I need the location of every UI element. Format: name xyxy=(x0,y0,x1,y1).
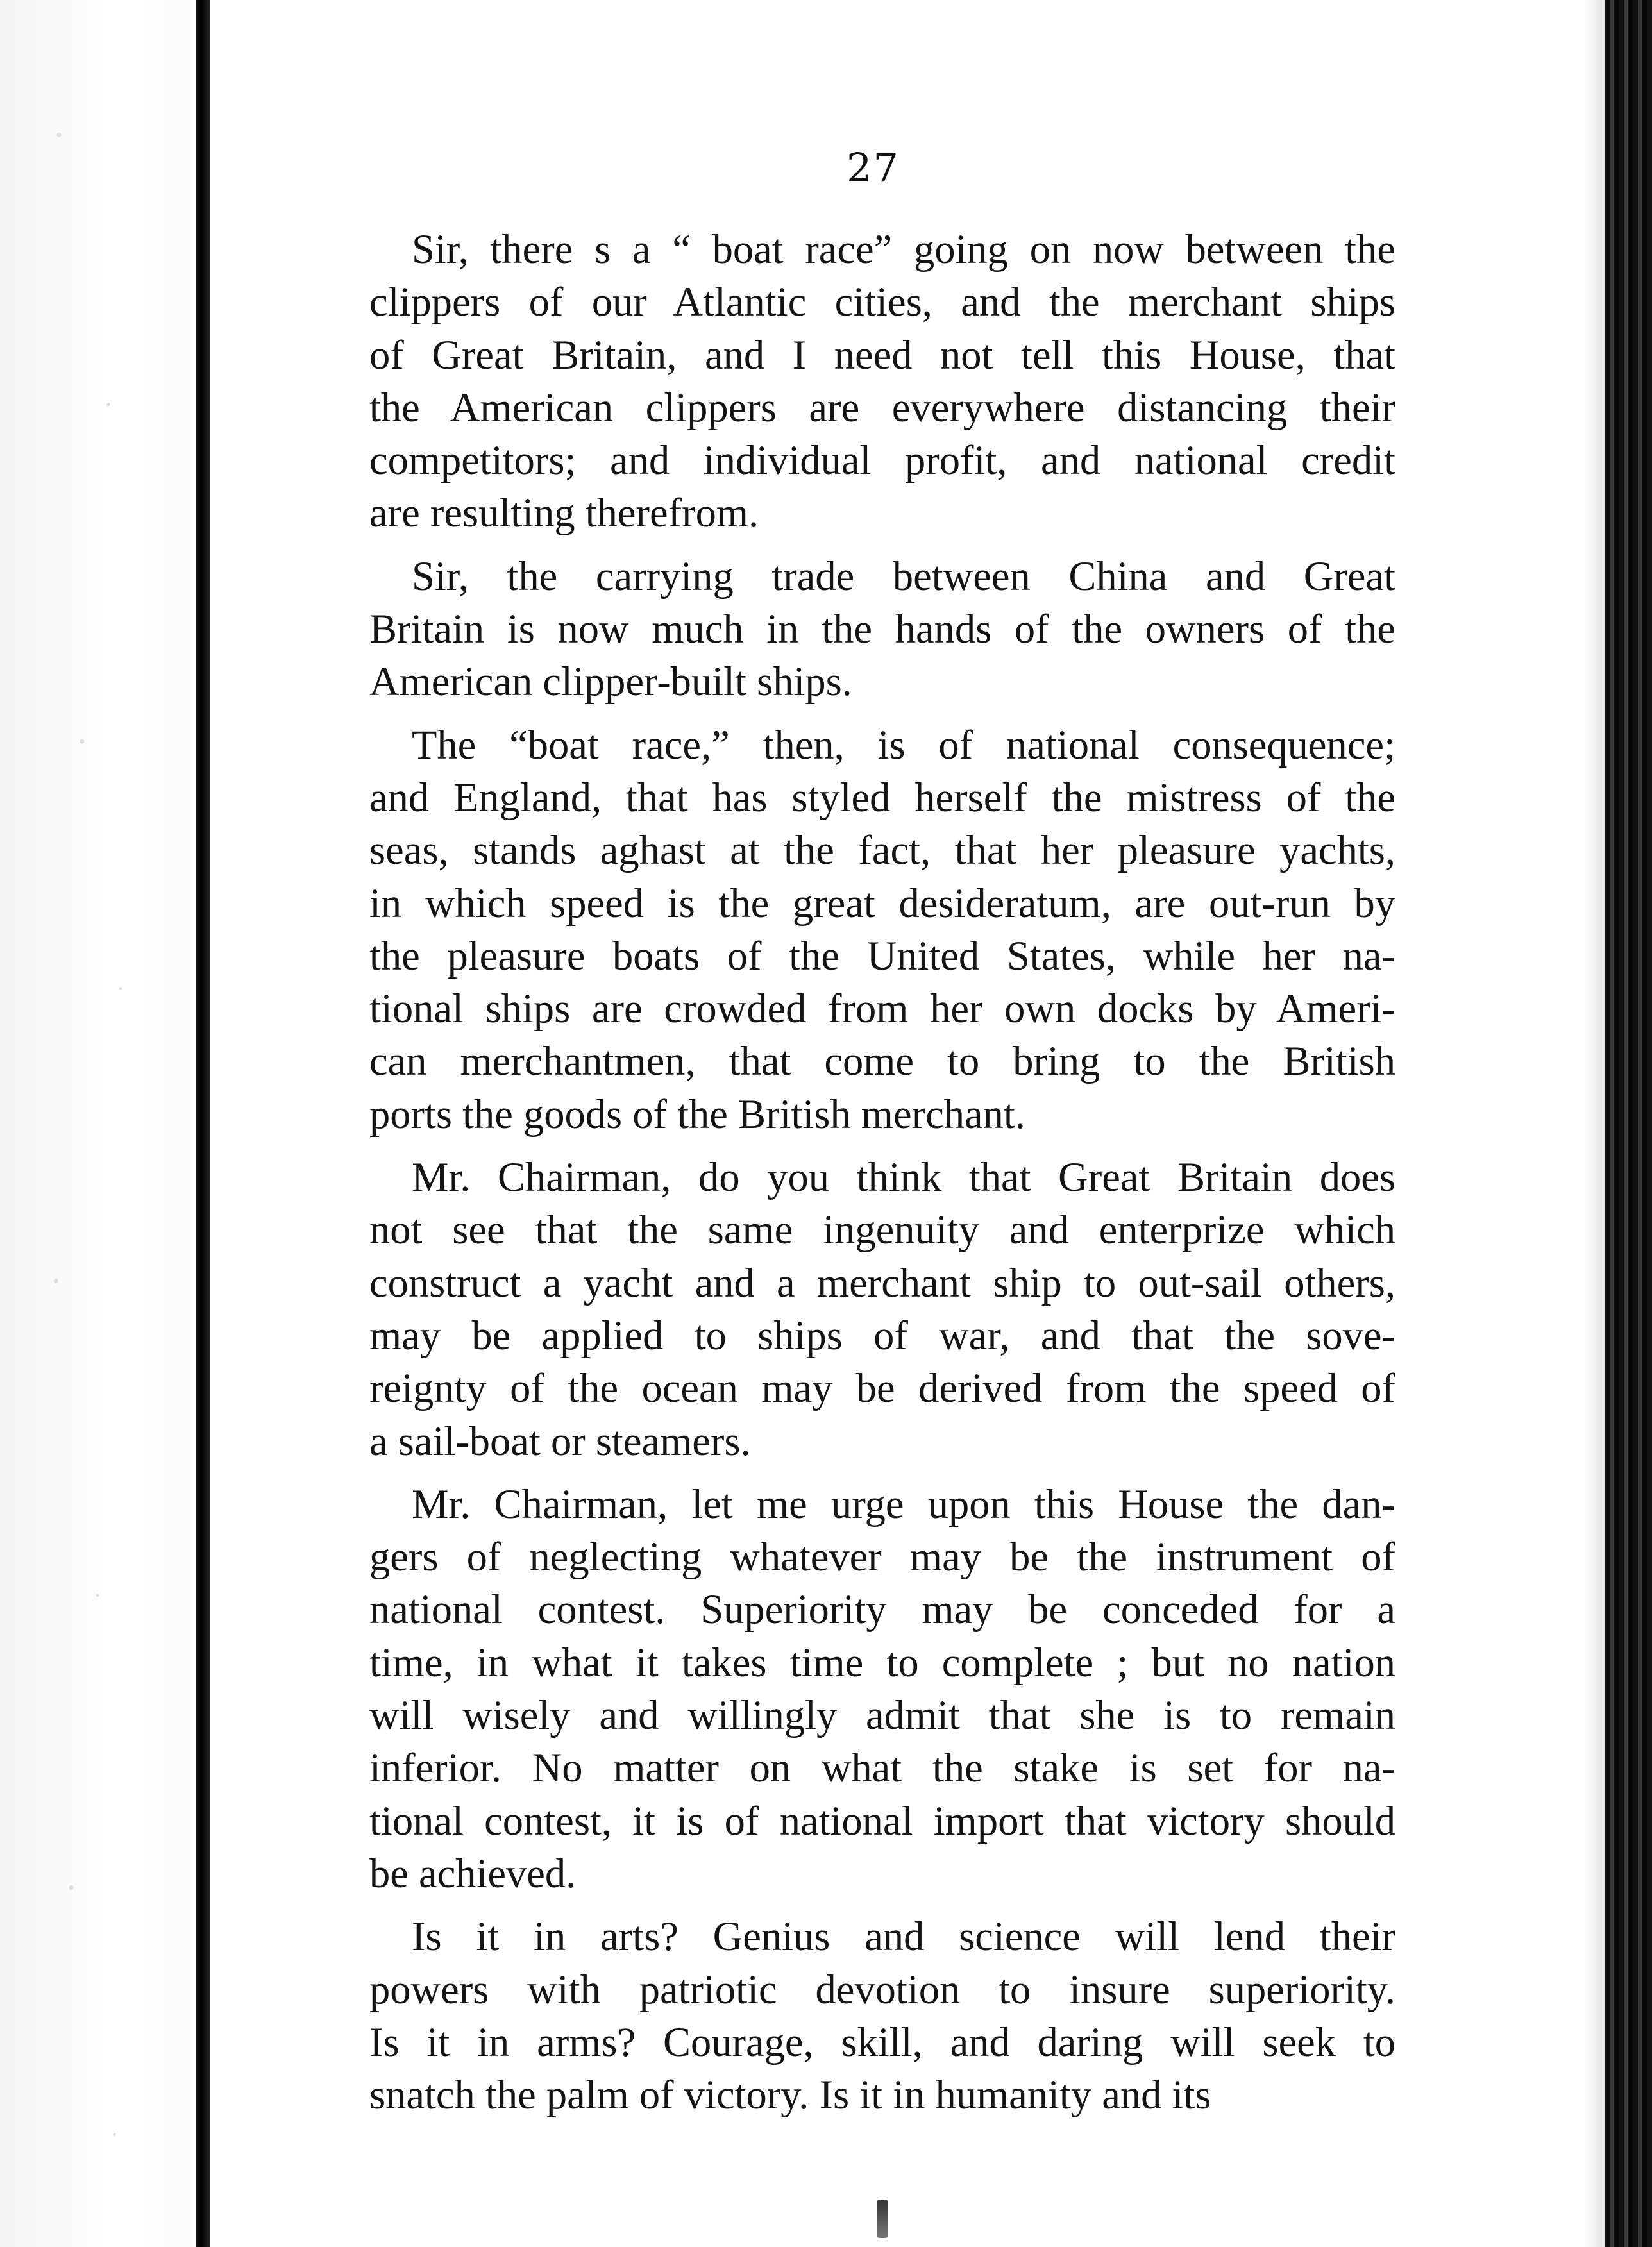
text-line: Mr. Chairman, let me urge upon this House the dan- xyxy=(412,1481,1395,1527)
text-line: tional contest, it is of national import that victory should xyxy=(369,1797,1395,1844)
text-line: reignty of the ocean may be derived from the speed of xyxy=(369,1365,1395,1411)
text-line: snatch the palm of victory. Is it in humanity and its xyxy=(369,2072,1211,2118)
text-line: American clipper-built ships. xyxy=(369,659,852,705)
text-line: not see that the same ingenuity and enterprize which xyxy=(369,1207,1395,1253)
paragraph xyxy=(369,1478,1395,1900)
paragraph-gap xyxy=(369,1468,1395,1478)
paragraph xyxy=(369,719,1395,1141)
text-line: of Great Britain, and I need not tell this House, that xyxy=(369,332,1395,378)
text-line: construct a yacht and a merchant ship to out-sail others, xyxy=(369,1259,1395,1306)
paragraph-gap xyxy=(369,1141,1395,1151)
binding-edge xyxy=(1605,0,1652,2247)
text-line: the pleasure boats of the United States, while her na- xyxy=(369,932,1395,979)
text-line: Sir, there s a “ boat race” going on now between the xyxy=(412,226,1395,272)
text-line: Mr. Chairman, do you think that Great Britain does xyxy=(412,1154,1395,1200)
page-border-line xyxy=(196,0,210,2247)
facing-page-bleed xyxy=(13,0,167,2247)
bottom-mark xyxy=(877,2200,888,2238)
text-line: Is it in arms? Courage, skill, and daring will seek to xyxy=(369,2019,1395,2065)
text-line: clippers of our Atlantic cities, and the merchant ships xyxy=(369,279,1395,325)
text-line: the American clippers are everywhere distancing their xyxy=(369,384,1395,430)
paragraph-gap xyxy=(369,540,1395,550)
text-line: gers of neglecting whatever may be the instrument of xyxy=(369,1534,1395,1580)
text-line: Is it in arts? Genius and science will lend their xyxy=(412,1914,1395,1960)
text-line: tional ships are crowded from her own docks by Ameri- xyxy=(369,986,1395,1032)
text-line: Britain is now much in the hands of the owners of the xyxy=(369,606,1395,652)
paragraph xyxy=(369,1151,1395,1468)
text-line: The “boat race,” then, is of national consequence; xyxy=(412,721,1395,768)
paragraph-gap xyxy=(369,1900,1395,1910)
text-line: national contest. Superiority may be conceded for a xyxy=(369,1586,1395,1633)
text-line: seas, stands aghast at the fact, that her pleasure yachts, xyxy=(369,827,1395,873)
body-text xyxy=(369,223,1395,2121)
text-line: in which speed is the great desideratum, are out-run by xyxy=(369,880,1395,926)
paragraph-gap xyxy=(369,709,1395,719)
text-line: are resulting therefrom. xyxy=(369,490,759,536)
text-line: ports the goods of the British merchant. xyxy=(369,1091,1025,1137)
text-line: inferior. No matter on what the stake is set for na- xyxy=(369,1745,1395,1791)
text-line: a sail-boat or steamers. xyxy=(369,1418,751,1464)
text-line: competitors; and individual profit, and national credit xyxy=(369,437,1395,484)
text-line: be achieved. xyxy=(369,1850,577,1896)
text-line: will wisely and willingly admit that she is to remain xyxy=(369,1692,1395,1738)
text-line: time, in what it takes time to complete ; but no nation xyxy=(369,1639,1395,1685)
paragraph xyxy=(369,550,1395,709)
paragraph xyxy=(369,223,1395,540)
text-line: Sir, the carrying trade between China and Great xyxy=(412,553,1395,599)
paragraph xyxy=(369,1910,1395,2121)
page-number: 27 xyxy=(847,144,900,191)
text-line: powers with patriotic devotion to insure superiority. xyxy=(369,1966,1395,2012)
text-line: and England, that has styled herself the mistress of the xyxy=(369,774,1395,820)
binding-shadow xyxy=(1584,0,1605,2247)
text-line: may be applied to ships of war, and that the sove- xyxy=(369,1312,1395,1358)
text-line: can merchantmen, that come to bring to the British xyxy=(369,1038,1395,1084)
